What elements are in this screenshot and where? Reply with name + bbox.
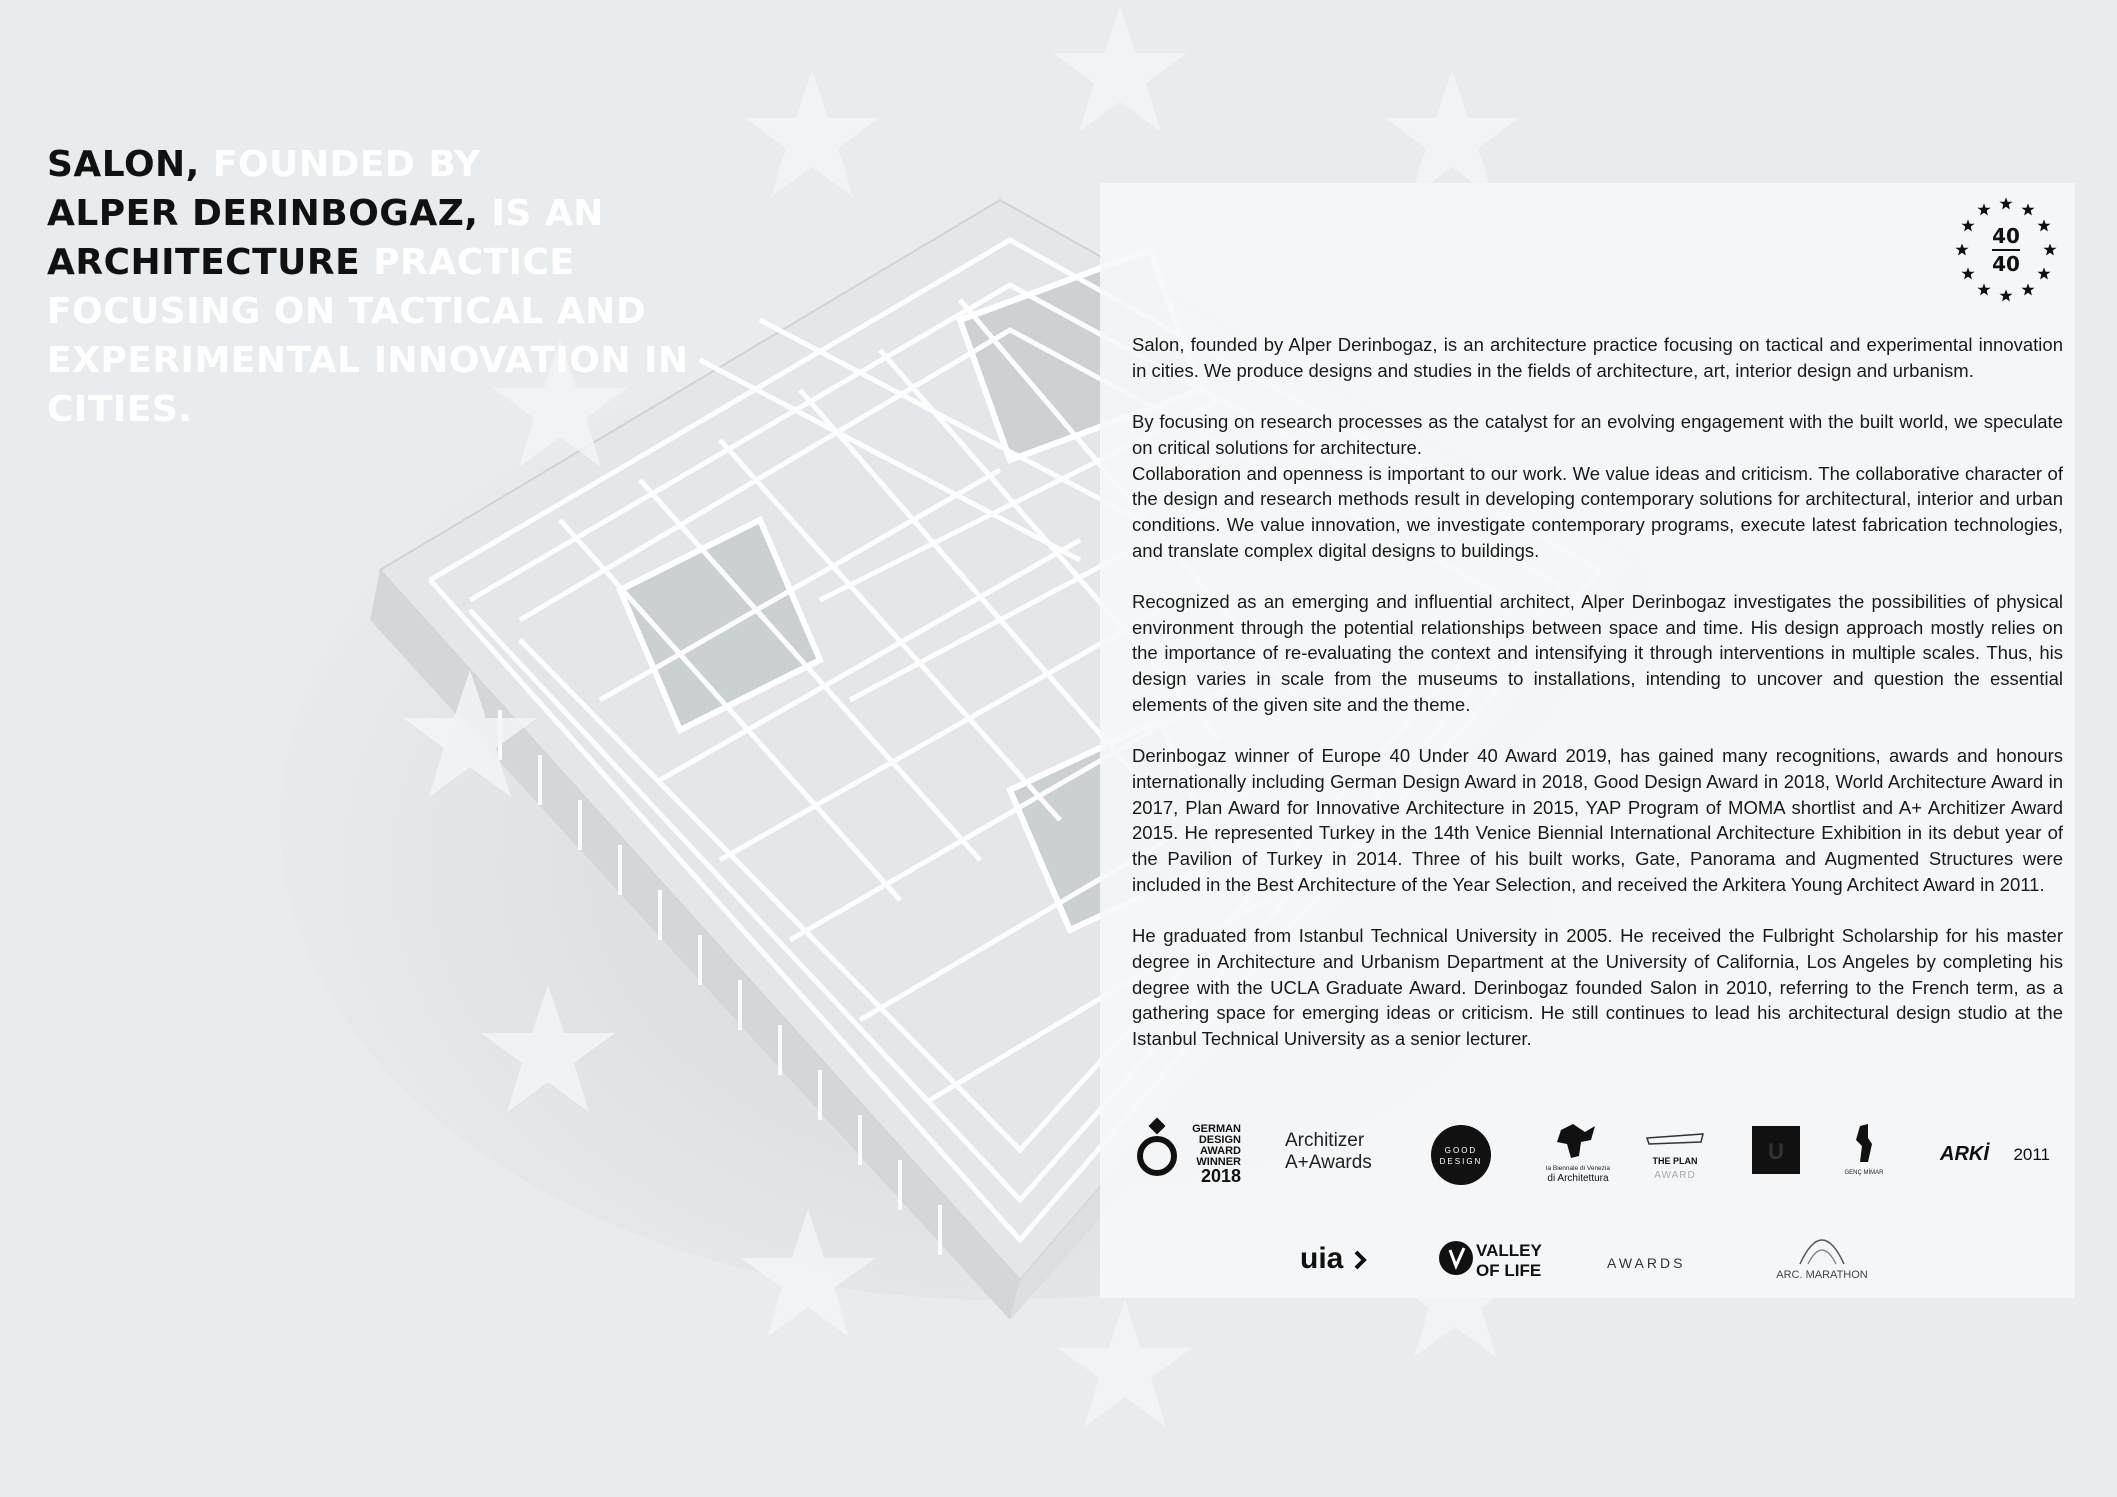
star-circle-icon [1952,196,2060,304]
figure-trophy-icon [1856,1124,1872,1162]
body-text [1132,332,2063,1077]
svg-text:AWARDS: AWARDS [1607,1255,1686,1271]
svg-text:GENÇ MİMAR: GENÇ MİMAR [1844,1170,1884,1176]
headline [47,140,727,434]
winged-lion-icon [1557,1124,1595,1158]
svg-text:WINNER: WINNER [1196,1156,1241,1168]
paragraph-education: He graduated from Istanbul Technical University in 2005. He received the Fulbright Scholarship for his master degree in Architecture and Urbanism Department at the University of California, Los Angeles by completing his degree with the UCLA Graduate Award. Derinbogaz founded Salon in 2010, referring to the French term, as a gathering space for emerging ideas or criticism. He still continues to lead his architectural design studio at the Istanbul Technical University as a senior lecturer. [1132,925,2063,1049]
valley-of-life-logo [1438,1236,1542,1280]
svg-text:VALLEY: VALLEY [1476,1241,1542,1260]
headline-segment-6: PRACTICE FOCUSING ON TACTICAL AND EXPERIMENTAL INNOVATION IN CITIES. [47,242,689,430]
svg-text:A+Awards: A+Awards [1285,1152,1372,1173]
svg-text:THE PLAN: THE PLAN [1652,1156,1698,1166]
paragraph-recognition: Recognized as an emerging and influential architect, Alper Derinbogaz investigates the possibilities of physical environment through the potential relationships between space and time. His design approach mostly relies on the importance of re-evaluating the context and intensifying it through interventions in multiple scales. Thus, his design varies in scale from the museums to installations, intending to uncover and question the essential elements of the given site and the theme. [1132,591,2063,715]
the-plan-award-logo [1643,1126,1707,1184]
svg-text:DESIGN: DESIGN [1198,1134,1241,1146]
venice-biennale-logo [1533,1122,1623,1184]
badge-bottom-number: 40 [1992,252,2020,276]
svg-text:U: U [1768,1139,1784,1164]
svg-text:2018: 2018 [1200,1166,1241,1186]
arch-icon [1800,1240,1844,1264]
awards-logo [1607,1248,1691,1276]
arkitera-2011-logo [1940,1136,2052,1170]
svg-text:AWARD: AWARD [1200,1145,1241,1157]
german-design-award-logo [1135,1118,1245,1184]
svg-text:OF LIFE: OF LIFE [1476,1261,1542,1280]
svg-text:GOOD: GOOD [1444,1146,1478,1155]
paragraph-awards: Derinbogaz winner of Europe 40 Under 40 Award 2019, has gained many recognitions, awards and honours internationally including German Design Award in 2018, Good Design Award in 2018, World Architecture Award in 2017, Plan Award for Innovative Architecture in 2015, YAP Program of MOMA shortlist and A+ Architizer Award 2015. He represented Turkey in the 14th Venice Biennial International Architecture Exhibition in its debut year of the Pavilion of Turkey in 2014. Three of his built works, Gate, Panorama and Augmented Structures were included in the Best Architecture of the Year Selection, and received the Arkitera Young Architect Award in 2011. [1132,745,2063,895]
svg-text:ARKİ: ARKİ [1940,1143,1989,1165]
chevron-right-icon [1356,1252,1364,1268]
architizer-awards-logo [1285,1128,1385,1174]
svg-text:AWARD: AWARD [1654,1170,1696,1181]
svg-text:di Architettura: di Architettura [1547,1173,1609,1184]
headline-segment-3: ALPER DERINBOGAZ, [47,193,492,234]
arc-marathon-logo [1774,1222,1870,1284]
valley-circle-icon [1439,1241,1473,1275]
svg-text:la Biennale di Venezia: la Biennale di Venezia [1546,1165,1610,1172]
good-design-logo [1430,1124,1492,1186]
paragraph-research: By focusing on research processes as the catalyst for an evolving engagement with the built world, we speculate on critical solutions for architecture. [1132,411,2063,458]
uia-logo [1300,1238,1370,1278]
svg-text:DESIGN: DESIGN [1439,1157,1483,1166]
svg-text:uia: uia [1300,1242,1344,1275]
headline-segment-4: IS AN [491,193,604,234]
paragraph-intro: Salon, founded by Alper Derinbogaz, is an architecture practice focusing on tactical and experimental innovation in cities. We produce designs and studies in the fields of architecture, art, interior design and urbanism. [1132,334,2063,381]
svg-text:ARC. MARATHON: ARC. MARATHON [1776,1269,1868,1281]
black-block-logo [1752,1126,1800,1176]
headline-segment-5: ARCHITECTURE [47,242,374,283]
headline-segment-2: FOUNDED BY [212,144,481,185]
badge-top-number: 40 [1992,224,2020,248]
svg-text:2011: 2011 [2013,1145,2050,1164]
headline-segment-1: SALON, [47,144,213,185]
svg-text:Architizer: Architizer [1285,1130,1365,1151]
genc-mimar-award-logo [1842,1122,1886,1184]
award-medal-icon [1140,1139,1174,1173]
paragraph-collaboration: Collaboration and openness is important to our work. We value ideas and criticism. The collaborative character of the design and research methods result in developing contemporary solutions for architectural, interior and urban conditions. We value innovation, we investigate contemporary programs, execute latest fabrication technologies, and translate complex digital designs to buildings. [1132,462,2063,561]
svg-text:GERMAN: GERMAN [1192,1123,1241,1135]
